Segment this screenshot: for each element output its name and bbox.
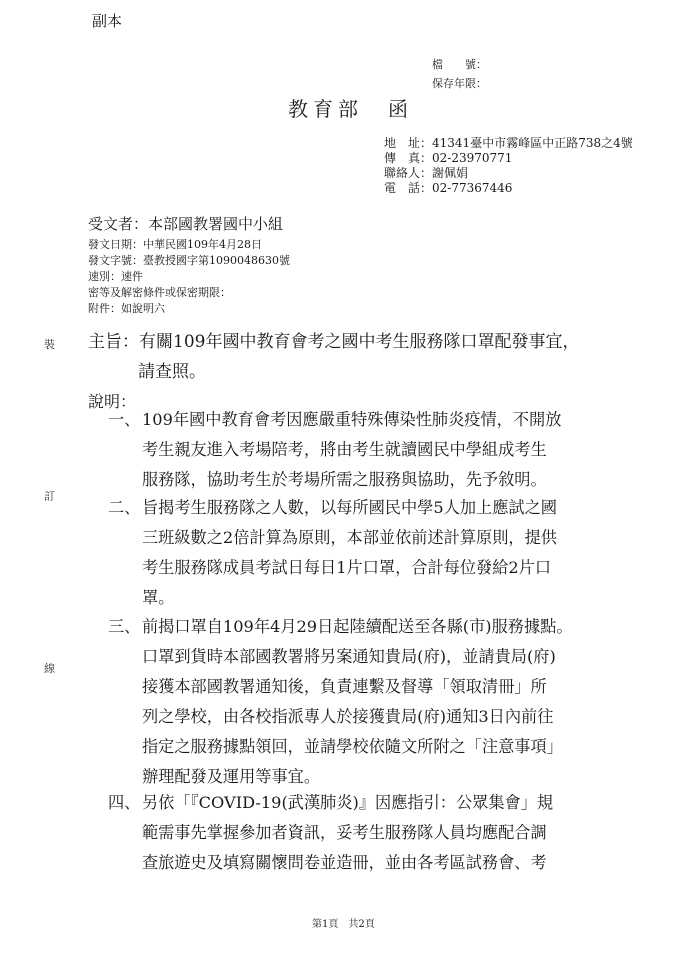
item-number: 一、 xyxy=(108,410,141,429)
fax-value: 02-23970771 xyxy=(432,151,513,165)
binding-mark-bottom: 線 xyxy=(44,662,55,675)
item-text: 辦理配發及運用等事宜。 xyxy=(142,767,321,786)
document-title: 教育部 函 xyxy=(288,97,413,121)
person-label: 聯絡人： xyxy=(384,166,433,180)
item-text: 列之學校，由各校指派專人於接獲貴局(府)通知3日內前往 xyxy=(142,707,554,726)
item-text: 接獲本部國教署通知後，負責連繫及督導「領取清冊」所 xyxy=(142,677,547,696)
retention-period-label: 保存年限： xyxy=(432,77,487,90)
item-number: 三、 xyxy=(108,617,141,636)
secrecy-level: 密等及解密條件或保密期限： xyxy=(88,286,231,299)
contact-address xyxy=(384,136,633,151)
item-text: 考生服務隊成員考試日每日1片口罩，合計每位發給2片口 xyxy=(142,558,552,577)
item-text: 服務隊，協助考生於考場所需之服務與協助，先予敘明。 xyxy=(142,470,547,489)
page-footer: 第1頁 共2頁 xyxy=(312,919,375,930)
person-value: 謝佩娟 xyxy=(432,166,469,180)
item-number: 二、 xyxy=(108,498,141,517)
phone-label: 電 話： xyxy=(384,181,433,195)
issue-date: 發文日期：中華民國109年4月28日 xyxy=(88,238,262,251)
speed-class: 速別：速件 xyxy=(88,270,143,283)
subject-line-1: 主旨：有關109年國中教育會考之國中考生服務隊口罩配發事宜， xyxy=(88,332,580,352)
item-text: 查旅遊史及填寫關懷問卷並造冊，並由各考區試務會、考 xyxy=(142,853,547,872)
explanation-item-2 xyxy=(108,493,557,613)
file-number-label: 檔 號： xyxy=(432,58,487,71)
item-text: 範需事先掌握參加者資訊，妥考生服務隊人員均應配合調 xyxy=(142,823,547,842)
item-text: 旨揭考生服務隊之人數，以每所國民中學5人加上應試之國 xyxy=(142,498,557,517)
subject-line-2: 請查照。 xyxy=(138,362,206,382)
document-number: 發文字號：臺教授國字第1090048630號 xyxy=(88,254,290,267)
explanation-item-1 xyxy=(108,405,561,495)
item-text: 另依「『COVID-19(武漢肺炎)』因應指引：公眾集會」規 xyxy=(142,793,554,812)
item-text: 三班級數之2倍計算為原則，本部並依前述計算原則，提供 xyxy=(142,528,557,547)
address-value: 41341臺中市霧峰區中正路738之4號 xyxy=(432,136,633,150)
contact-phone xyxy=(384,181,512,196)
item-text: 前揭口罩自109年4月29日起陸續配送至各縣(市)服務據點。 xyxy=(142,617,573,636)
binding-mark-middle: 訂 xyxy=(44,490,55,503)
copy-mark: 副本 xyxy=(92,12,123,30)
contact-fax xyxy=(384,151,512,166)
contact-person xyxy=(384,166,468,181)
explanation-label: 說明： xyxy=(88,392,137,411)
item-text: 109年國中教育會考因應嚴重特殊傳染性肺炎疫情，不開放 xyxy=(142,410,562,429)
item-text: 罩。 xyxy=(142,588,175,607)
item-text: 指定之服務據點領回，並請學校依隨文所附之「注意事項」 xyxy=(142,737,563,756)
fax-label: 傳 真： xyxy=(384,151,433,165)
recipient: 受文者：本部國教署國中小組 xyxy=(88,215,284,233)
item-number: 四、 xyxy=(108,793,141,812)
address-label: 地 址： xyxy=(384,136,433,150)
explanation-item-4 xyxy=(108,788,553,878)
phone-value: 02-77367446 xyxy=(432,181,513,195)
explanation-item-3 xyxy=(108,612,573,792)
item-text: 口罩到貨時本部國教署將另案通知貴局(府)，並請貴局(府) xyxy=(142,647,556,666)
binding-mark-top: 裝 xyxy=(44,338,55,351)
item-text: 考生親友進入考場陪考，將由考生就讀國民中學組成考生 xyxy=(142,440,547,459)
attachments: 附件：如說明六 xyxy=(88,302,165,315)
